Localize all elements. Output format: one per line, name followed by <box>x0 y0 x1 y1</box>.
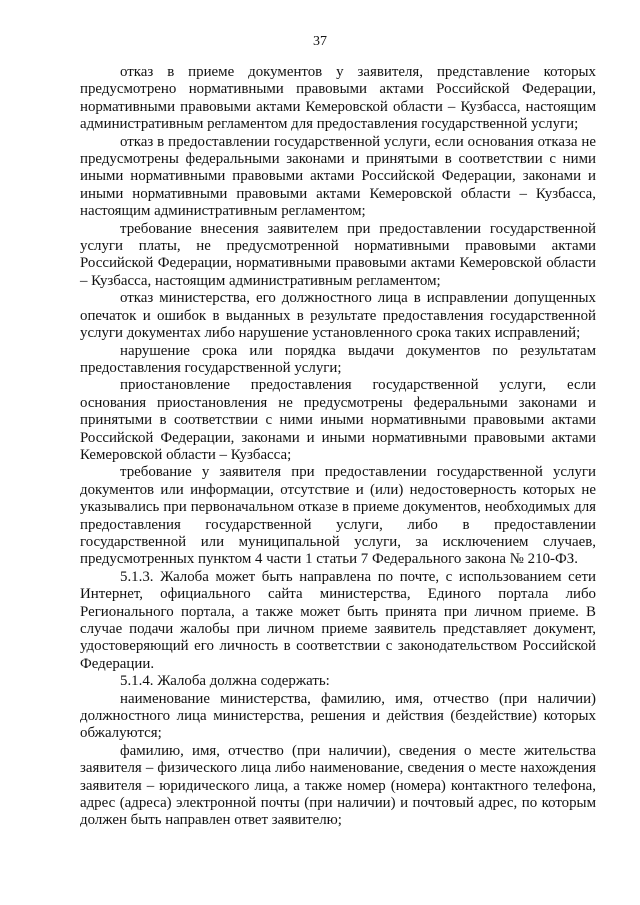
document-body <box>80 64 596 830</box>
page-number: 37 <box>313 34 327 49</box>
paragraph-refusal-service: отказ в предоставлении государственной услуги, если основания отказа не предусмотрены федеральными законами и принятыми в соответствии с ними иными нормативными правовыми актами Российской Федерации, законами и иными нормативными правовыми актами Кемеровской области – Кузбасса, настоящим административным регламентом; <box>80 133 596 220</box>
paragraph-refusal-documents: отказ в приеме документов у заявителя, представление которых предусмотрено нормативными правовыми актами Российской Федерации, нормативными правовыми актами Кемеровской области – Кузбасса, настоящим административным регламентом для предоставления государственной услуги; <box>80 64 596 133</box>
paragraph-suspension: приостановление предоставления государственной услуги, если основания приостановления не предусмотрены федеральными законами и принятыми в соответствии с ними иными нормативными правовыми актами Российской Федерации, законами и иными нормативными правовыми актами Кемеровской области – Кузбасса; <box>80 377 596 463</box>
paragraph-correction-refusal: отказ министерства, его должностного лица в исправлении допущенных опечаток и ошибок в выданных в результате предоставления государственной услуги документах либо нарушение установленного срока таких исправлений; <box>80 290 596 342</box>
paragraph-ministry-name: наименование министерства, фамилию, имя, отчество (при наличии) должностного лица министерства, решения и действия (бездействие) которых обжалуются; <box>80 690 596 742</box>
paragraph-applicant-details: фамилию, имя, отчество (при наличии), сведения о месте жительства заявителя – физического лица либо наименование, сведения о месте нахождения заявителя – юридического лица, а также номер (номера) контактного телефона, адрес (адреса) электронной почты (при наличии) и почтовый адрес, по которым должен быть направлен ответ заявителю; <box>80 742 596 829</box>
paragraph-section-5-1-4: 5.1.4. Жалоба должна содержать: <box>120 673 330 690</box>
paragraph-fee-requirement: требование внесения заявителем при предоставлении государственной услуги платы, не предусмотренной нормативными правовыми актами Российской Федерации, нормативными правовыми актами Кемеровской области – Кузбасса, настоящим административным регламентом; <box>80 220 596 289</box>
paragraph-document-requirement: требование у заявителя при предоставлении государственной услуги документов или информации, отсутствие и (или) недостоверность которых не указывались при первоначальном отказе в приеме документов, необходимых для предоставления государственной услуги, либо в предоставлении государственной или муниципальной услуги, за исключением случаев, предусмотренных пунктом 4 части 1 статьи 7 Федерального закона № 210-ФЗ. <box>80 464 596 568</box>
paragraph-section-5-1-3: 5.1.3. Жалоба может быть направлена по почте, с использованием сети Интернет, официального сайта министерства, Единого портала либо Регионального портала, а также может быть принята при личном приеме. В случае подачи жалобы при личном приеме заявитель представляет документ, удостоверяющий его личность в соответствии с законодательством Российской Федерации. <box>80 568 596 672</box>
paragraph-issue-violation: нарушение срока или порядка выдачи документов по результатам предоставления государственной услуги; <box>80 342 596 376</box>
